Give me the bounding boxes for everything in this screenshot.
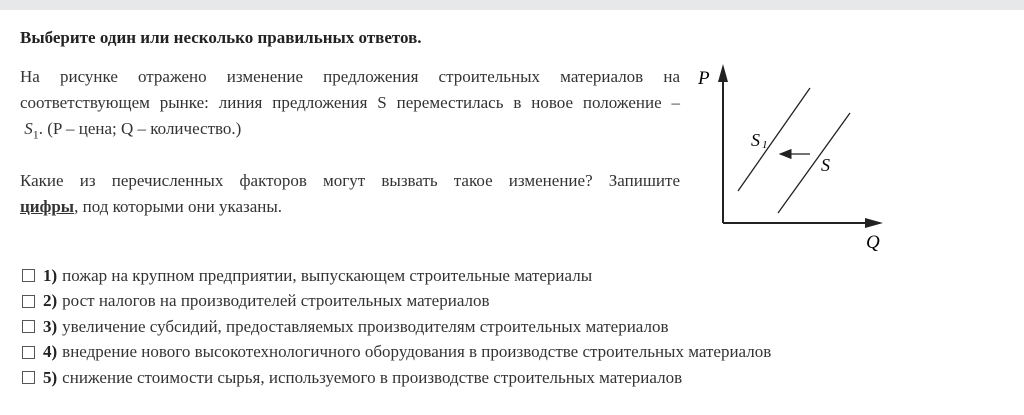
option-2-checkbox[interactable] [22,295,35,308]
s1-subscript: 1 [32,127,39,142]
option-5-number: 5) [43,367,58,387]
option-4-number: 4) [43,342,58,362]
curve-s1-label: S [751,130,760,150]
y-axis-arrow [718,64,728,82]
paragraph2-line1: Какие из перечисленных факторов могут вызвать такое изменение? Запишите [20,171,680,190]
option-2-text: рост налогов на производителей строительных материалов [62,291,490,311]
s1-symbol: S [24,119,33,138]
curve-s1-subscript: 1 [762,139,768,151]
option-1-checkbox[interactable] [22,269,35,282]
supply-curve-s1 [738,88,810,191]
option-5[interactable] [20,365,771,391]
option-3-text: увеличение субсидий, предоставляемых производителям строительных материалов [62,316,669,336]
answer-options [20,263,771,391]
option-5-text: снижение стоимости сырья, используемого в производстве строительных материалов [62,367,683,387]
option-2[interactable] [20,289,771,315]
option-5-checkbox[interactable] [22,371,35,384]
paragraph2-line2 [20,194,680,220]
option-1-number: 1) [43,265,58,285]
option-1-text: пожар на крупном предприятии, выпускающем строительные материалы [62,265,593,285]
question-paragraph-1 [20,64,680,147]
top-bar [0,0,1024,10]
option-3[interactable] [20,314,771,340]
option-3-checkbox[interactable] [22,320,35,333]
x-axis-arrow [865,218,883,228]
option-1[interactable] [20,263,771,289]
option-3-number: 3) [43,316,58,336]
question-paragraph-2 [20,168,680,220]
paragraph1-line2: соответствующем рынке: линия предложения S переместилась в новое положение – [20,93,680,112]
option-2-number: 2) [43,291,58,311]
option-4[interactable] [20,340,771,366]
bold-word-digits: цифры [20,197,75,216]
graph-svg [690,58,900,258]
paragraph1-line1: На рисунке отражено изменение предложения строительных материалов на [20,67,680,86]
option-4-text: внедрение нового высокотехнологичного оборудования в производстве строительных материалов [62,342,772,362]
curve-s-label: S [821,155,830,175]
instruction-text: Выберите один или несколько правильных ответов. [20,28,422,47]
x-axis-label: Q [866,232,880,253]
option-4-checkbox[interactable] [22,346,35,359]
paragraph1-line3-text: . (P – цена; Q – количество.) [38,119,242,138]
y-axis-label: P [698,68,710,89]
supply-shift-graph [690,58,900,258]
paragraph2-line2-text: , под которыми они указаны. [74,197,283,216]
supply-curve-s [778,113,850,213]
paragraph1-line3 [20,116,680,147]
